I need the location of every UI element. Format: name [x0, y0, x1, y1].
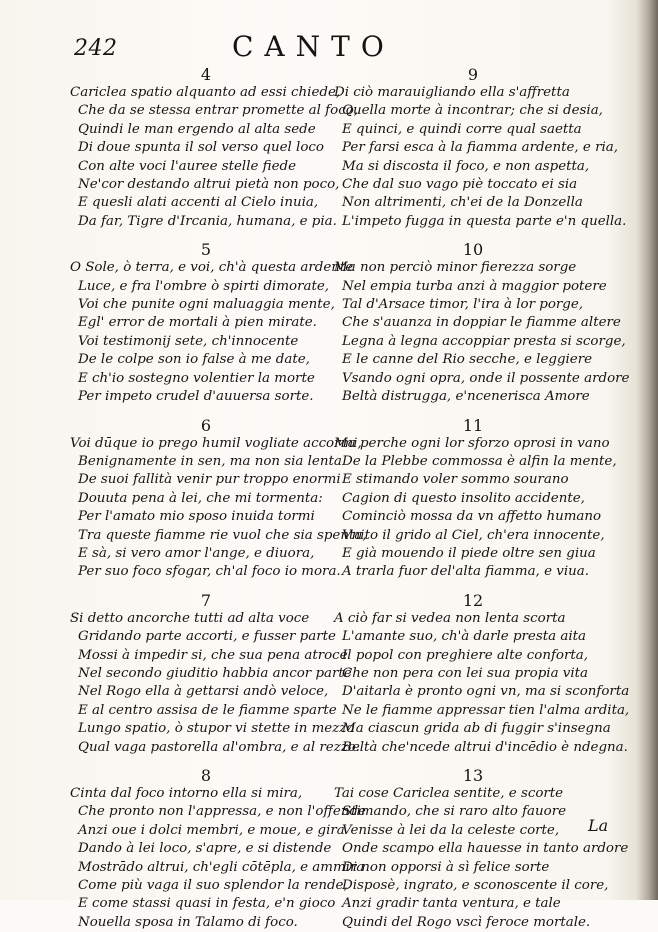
page-number: 242	[74, 36, 118, 61]
verse-line: L'impeto fugga in questa parte e'n quella.	[342, 213, 627, 229]
stanza	[70, 240, 354, 406]
verse-line: Che s'auanza in doppiar le fiamme altere	[342, 315, 621, 331]
binding-shadow	[636, 0, 658, 900]
verse-line: E quesli alati accenti al Cielo inuia,	[78, 195, 319, 211]
verse-line: Ma ciascun grida ab di fuggir s'insegna	[342, 721, 611, 737]
stanza-number: 10	[462, 240, 484, 260]
verse-line: Il popol con preghiere alte conforta,	[342, 647, 589, 663]
verse-line: Lungo spatio, ò stupor vi stette in mezzo	[78, 721, 355, 737]
stanza	[70, 766, 366, 932]
verse-line: Venisse à lei da la celeste corte,	[342, 822, 560, 838]
verse-line: Vnito il grido al Ciel, ch'era innocente,	[342, 527, 605, 543]
verse-line: Cinta dal foco intorno ella si mira,	[70, 786, 303, 801]
verse-line: De suoi fallità venir pur troppo enormi	[78, 472, 341, 488]
verse-line: E stimando voler sommo sourano	[342, 472, 569, 488]
verse-line: E le canne del Rio secche, e leggiere	[342, 352, 593, 368]
verse-line: Anzi gradir tanta ventura, e tale	[342, 896, 561, 912]
verse-line: De la Plebbe commossa è alfin la mente,	[342, 453, 617, 469]
verse-line: Ne'cor destando altrui pietà non poco,	[78, 177, 340, 193]
verse-line: Mostrādo altrui, ch'egli cōtēpla, e ammira	[78, 859, 365, 875]
verse-line: Di doue spunta il sol verso quel loco	[78, 140, 324, 156]
verse-line: Di non opporsi à sì felice sorte	[342, 859, 550, 875]
verse-line: Cariclea spatio alquanto ad essi chiede,	[70, 85, 341, 100]
verse-line: Gridando parte accorti, e fusser parte	[78, 629, 336, 645]
verse-line: Tal d'Arsace timor, l'ira à lor porge,	[342, 297, 584, 313]
stanza-number: 11	[462, 415, 484, 435]
stanza-number: 13	[462, 766, 484, 785]
catchword: La	[588, 816, 609, 835]
verse-line: Di ciò marauigliando ella s'affretta	[334, 85, 570, 100]
verse-line: Quindi le man ergendo al alta sede	[78, 121, 316, 137]
stanza-gap	[334, 407, 612, 417]
verse-line: Mossi à impedir si, che sua pena atroce	[78, 647, 348, 663]
verse-line: E ch'io sostegno volentier la morte	[78, 370, 315, 386]
verse-line: Disposè, ingrato, e sconoscente il core,	[342, 878, 609, 894]
verse-line: Che dal suo vago piè toccato ei sia	[342, 177, 578, 193]
verse-line: Douuta pena à lei, che mi tormenta:	[78, 490, 323, 506]
verse-line: E sà, si vero amor l'ange, e diuora,	[78, 545, 315, 561]
verse-line: Nouella sposa in Talamo di foco.	[78, 914, 298, 930]
verse-line: Che non pera con lei sua propia vita	[342, 665, 589, 681]
stanza	[334, 240, 630, 406]
verse-line: Ma si discosta il foco, e non aspetta,	[342, 158, 590, 174]
page-header	[0, 28, 658, 68]
verse-line: Beltà distrugga, e'ncenerisca Amore	[342, 389, 590, 405]
verse-line: Ma non perciò minor fierezza sorge	[334, 260, 577, 276]
verse-line: Per impeto crudel d'auuersa sorte.	[78, 389, 314, 405]
stanza	[334, 415, 617, 582]
verse-line: Benignamente in sen, ma non sia lenta	[78, 453, 342, 469]
verse-line: Anzi oue i dolci membri, e moue, e gira	[78, 822, 345, 838]
verse-line: Voi dūque io prego humil vogliate accormi,	[70, 435, 362, 451]
stanza	[70, 415, 367, 582]
verse-line: Si detto ancorche tutti ad alta voce	[70, 610, 310, 626]
verse-line: Quindi del Rogo vscì feroce mortale.	[342, 914, 591, 930]
verse-line: Egl' error de mortali à pien mirate.	[78, 315, 317, 331]
verse-line: D'aitarla è pronto ogni vn, ma si sconforta	[342, 684, 630, 700]
verse-line: Cominciò mossa da vn affetto humano	[342, 509, 602, 525]
stanza-number: 6	[200, 415, 212, 435]
verse-line: De le colpe son io false à me date,	[78, 352, 310, 368]
verse-line: Nel Rogo ella à gettarsi andò veloce,	[78, 684, 329, 700]
verse-line: Che pronto non l'appressa, e non l'offende	[78, 804, 366, 820]
verse-line: Per farsi esca à la fiamma ardente, e ria,	[342, 140, 619, 156]
verse-line: E come stassi quasi in festa, e'n gioco	[78, 896, 336, 912]
verse-line: Voi testimonij sete, ch'innocente	[78, 333, 299, 349]
stanza	[70, 590, 360, 757]
stanza-number: 9	[467, 65, 479, 84]
verse-line: Tra queste fiamme rie vuol che sia spenta,	[78, 527, 367, 543]
verse-line: Qual vaga pastorella al'ombra, e al rezzo.	[78, 739, 360, 755]
verse-line: A trarla fuor del'alta fiamma, e viua.	[342, 564, 589, 580]
stanza-gap	[70, 407, 342, 417]
verse-line: L'amante suo, ch'à darle presta aita	[342, 629, 586, 645]
verse-line: Per l'amato mio sposo inuida tormi	[78, 509, 315, 525]
verse-line: E al centro assisa de le fiamme sparte	[78, 702, 337, 718]
right-column	[334, 65, 630, 932]
verse-line: Che da se stessa entrar promette al foco,	[78, 103, 359, 119]
stanza-number: 12	[462, 590, 484, 610]
verse-line: Cagion di questo insolito accidente,	[342, 490, 585, 506]
verse-line: E già mouendo il piede oltre sen giua	[342, 545, 596, 561]
verse-line: Non altrimenti, ch'ei de la Donzella	[342, 195, 583, 211]
verse-line: E quinci, e quindi corre qual saetta	[342, 121, 582, 137]
verse-line: Voi che punite ogni maluaggia mente,	[78, 297, 335, 313]
running-title: CANTO	[232, 30, 395, 63]
verse-line: Ne le fiamme appressar tien l'alma ardita,	[342, 702, 630, 718]
verse-line: O Sole, ò terra, e voi, ch'à questa ardente	[70, 260, 354, 276]
verse-line: Legna à legna accoppiar presta si scorge,	[342, 333, 626, 349]
stanza-number: 7	[200, 590, 212, 610]
verse-line: Luce, e fra l'ombre ò spirti dimorate,	[78, 278, 330, 294]
stanza-number: 5	[200, 240, 212, 260]
verse-line: Con alte voci l'auree stelle fiede	[78, 158, 297, 174]
verse-line: Da far, Tigre d'Ircania, humana, e pia.	[78, 213, 337, 229]
verse-line: Nel secondo giuditio habbia ancor parte	[78, 665, 352, 681]
verse-line: Per suo foco sfogar, ch'al foco io mora.	[78, 564, 341, 580]
verse-line: Come più vaga il suo splendor la rende,	[78, 878, 348, 894]
stanza	[334, 65, 627, 231]
verse-line: Dando à lei loco, s'apre, e si distende	[78, 841, 332, 857]
stanza	[334, 590, 630, 757]
verse-line: Vsando ogni opra, onde il possente ardore	[342, 370, 630, 386]
verse-line: Nel empia turba anzi à maggior potere	[342, 278, 607, 294]
stanza	[334, 766, 629, 932]
verse-line: A ciò far si vedea non lenta scorta	[334, 610, 566, 626]
stanza-number: 4	[200, 65, 212, 84]
stanza-number: 8	[200, 766, 212, 785]
verse-line: Ma perche ogni lor sforzo oprosi in vano	[334, 435, 610, 451]
verse-line: Beltà che'ncede altrui d'incēdio è ndegna.	[342, 739, 628, 755]
verse-line: Onde scampo ella hauesse in tanto ardore	[342, 841, 629, 857]
verse-line: Quella morte à incontrar; che si desia,	[342, 103, 603, 119]
verse-line: Stimando, che si raro alto fauore	[342, 804, 567, 820]
left-column	[70, 65, 367, 932]
verse-line: Tai cose Cariclea sentite, e scorte	[334, 786, 564, 801]
stanza	[70, 65, 359, 231]
